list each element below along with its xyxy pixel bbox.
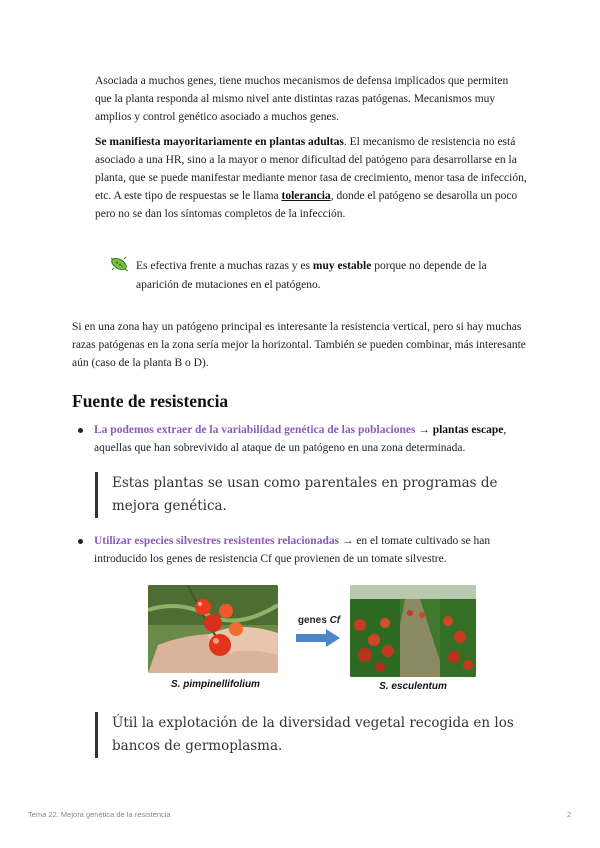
blockquote-parentales xyxy=(95,472,542,518)
bullet-dot xyxy=(78,428,83,433)
paragraph-combination xyxy=(72,318,532,372)
list-item-text xyxy=(94,532,528,568)
right-caption: S. esculentum xyxy=(379,681,447,692)
paragraph-text-b: , donde el patógeno se desarolla un poco pero no se dan los síntomas completos de la infección. xyxy=(95,190,518,220)
section-title: Fuente de resistencia xyxy=(72,391,229,411)
genes-cf-label xyxy=(294,615,344,626)
bold-lead: Se manifiesta mayoritariamente en plantas adultas xyxy=(95,136,344,148)
note-text xyxy=(136,257,526,295)
list-item-rest: , aquellas que han sobrevivido al ataque de un patógeno en una zona determinada. xyxy=(94,424,507,454)
note-text-b: porque no depende de la aparición de mutaciones en el patógeno. xyxy=(136,260,487,291)
arrow-glyph: → xyxy=(415,424,433,436)
note-text-a: Es efectiva frente a muchas razas y es xyxy=(136,260,313,272)
cultivated-tomato-photo xyxy=(350,585,476,677)
tomato-figure xyxy=(148,585,478,695)
quote-text: Útil la explotación de la diversidad vegetal recogida en los bancos de germoplasma. xyxy=(112,715,514,754)
bullet-dot xyxy=(78,539,83,544)
arrow-right-icon xyxy=(296,629,340,647)
highlight-text: Utilizar especies silvestres resistentes relacionadas xyxy=(94,535,340,547)
tolerancia-term: tolerancia xyxy=(281,190,331,202)
paragraph-polygenic xyxy=(95,72,527,126)
paragraph-text: Si en una zona hay un patógeno principal es interesante la resistencia vertical, pero si hay muchas razas patógenas en la zona sería mejor la horizontal. También se pueden combinar, más interesante aún (caso de la planta B o D). xyxy=(72,321,526,369)
footer-title: Tema 22. Mejora genética de la resistencia xyxy=(28,810,171,819)
left-caption: S. pimpinellifolium xyxy=(171,679,260,690)
list-item-text xyxy=(94,421,528,457)
bold-term: plantas escape xyxy=(432,424,504,436)
wild-tomato-photo xyxy=(148,585,278,673)
blockquote-germoplasma xyxy=(95,712,542,758)
paragraph-text: Asociada a muchos genes, tiene muchos mecanismos de defensa implicados que permiten que la planta responda al mismo nivel ante distintas razas patógenas. Mecanismos muy amplios y control genético asociado a muchos genes. xyxy=(95,75,509,123)
paragraph-adult-plants xyxy=(95,133,527,223)
bacteria-icon xyxy=(108,255,130,273)
highlight-text: La podemos extraer de la variabilidad genética de las poblaciones xyxy=(94,424,416,436)
note-bold: muy estable xyxy=(312,260,372,272)
cf-label-text: Cf xyxy=(329,615,341,626)
quote-text: Estas plantas se usan como parentales en programas de mejora genética. xyxy=(112,475,498,514)
page-number: 2 xyxy=(567,810,572,819)
list-item-rest: → en el tomate cultivado se han introducido los genes de resistencia Cf que provienen de un tomate silvestre. xyxy=(94,535,491,565)
genes-label-text: genes xyxy=(297,615,330,626)
paragraph-text-a: . El mecanismo de resistencia no está asociado a una HR, sino a la mayor o menor dificultad del patógeno para desarrollarse en la planta, que se puede manifestar mediante menor tasa de crecimiento, menor tasa de infección, etc. A este tipo de respuestas se le llama xyxy=(95,136,527,202)
